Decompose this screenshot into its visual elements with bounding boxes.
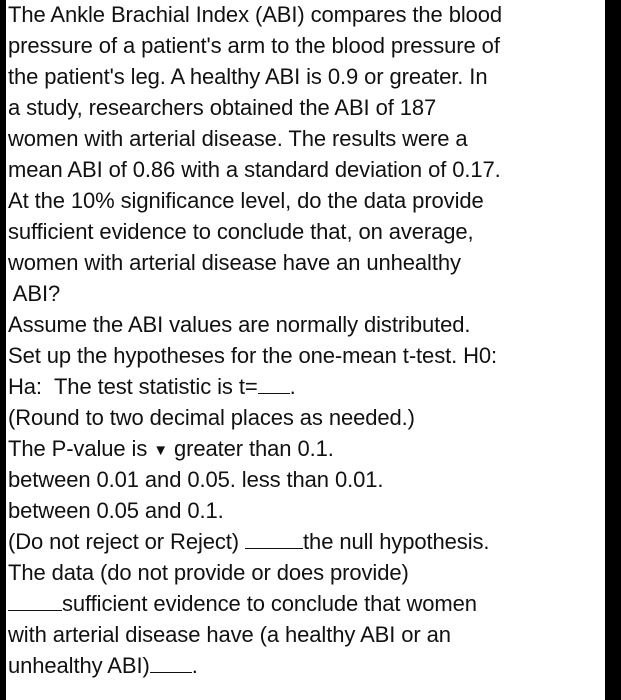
reject-line xyxy=(8,527,489,557)
question-text-line: Assume the ABI values are normally distributed. xyxy=(8,312,471,337)
provide-blank[interactable] xyxy=(8,592,62,611)
healthy-blank[interactable] xyxy=(150,654,192,673)
question-text-line: a study, researchers obtained the ABI of 187 xyxy=(8,95,437,120)
question-text-line: pressure of a patient's arm to the blood pressure of xyxy=(8,33,500,58)
evidence-line xyxy=(8,589,477,619)
question-text-line: women with arterial disease have an unhealthy xyxy=(8,250,461,275)
reject-suffix: the null hypothesis. xyxy=(303,529,490,554)
question-text-line: At the 10% significance level, do the data provide xyxy=(8,188,484,213)
round-note: (Round to two decimal places as needed.) xyxy=(8,405,415,430)
data-provide-line: The data (do not provide or does provide) xyxy=(8,560,409,585)
with-line: with arterial disease have (a healthy ABI or an xyxy=(8,622,451,647)
pvalue-options-line[interactable]: between 0.05 and 0.1. xyxy=(8,498,224,523)
period: . xyxy=(289,374,296,399)
question-document xyxy=(6,0,605,700)
unhealthy-label: unhealthy ABI) xyxy=(8,653,150,678)
ha-label: Ha: xyxy=(8,374,42,399)
pvalue-option[interactable]: greater than 0.1. xyxy=(174,436,334,461)
test-statistic-blank[interactable] xyxy=(258,375,290,394)
reject-blank[interactable] xyxy=(245,530,303,549)
question-text-line: The Ankle Brachial Index (ABI) compares the blood xyxy=(8,2,503,27)
test-statistic-text: The test statistic is t= xyxy=(53,374,258,399)
hypotheses-setup-line: Set up the hypotheses for the one-mean t-test. H0: xyxy=(8,343,498,368)
dropdown-arrow-icon[interactable]: ▼ xyxy=(153,442,168,459)
test-statistic-line xyxy=(8,372,296,402)
pvalue-line xyxy=(8,434,334,467)
pvalue-prefix: The P-value is xyxy=(8,436,148,461)
pvalue-options-line[interactable]: between 0.01 and 0.05. less than 0.01. xyxy=(8,467,384,492)
question-text-line: ABI? xyxy=(8,281,61,306)
evidence-suffix: sufficient evidence to conclude that women xyxy=(62,591,477,616)
question-text-line: the patient's leg. A healthy ABI is 0.9 or greater. In xyxy=(8,64,488,89)
period: . xyxy=(191,653,198,678)
unhealthy-line xyxy=(8,651,198,681)
question-text-line: sufficient evidence to conclude that, on average, xyxy=(8,219,474,244)
question-text-line: mean ABI of 0.86 with a standard deviation of 0.17. xyxy=(8,157,501,182)
reject-options: (Do not reject or Reject) xyxy=(8,529,240,554)
question-text-line: women with arterial disease. The results were a xyxy=(8,126,468,151)
